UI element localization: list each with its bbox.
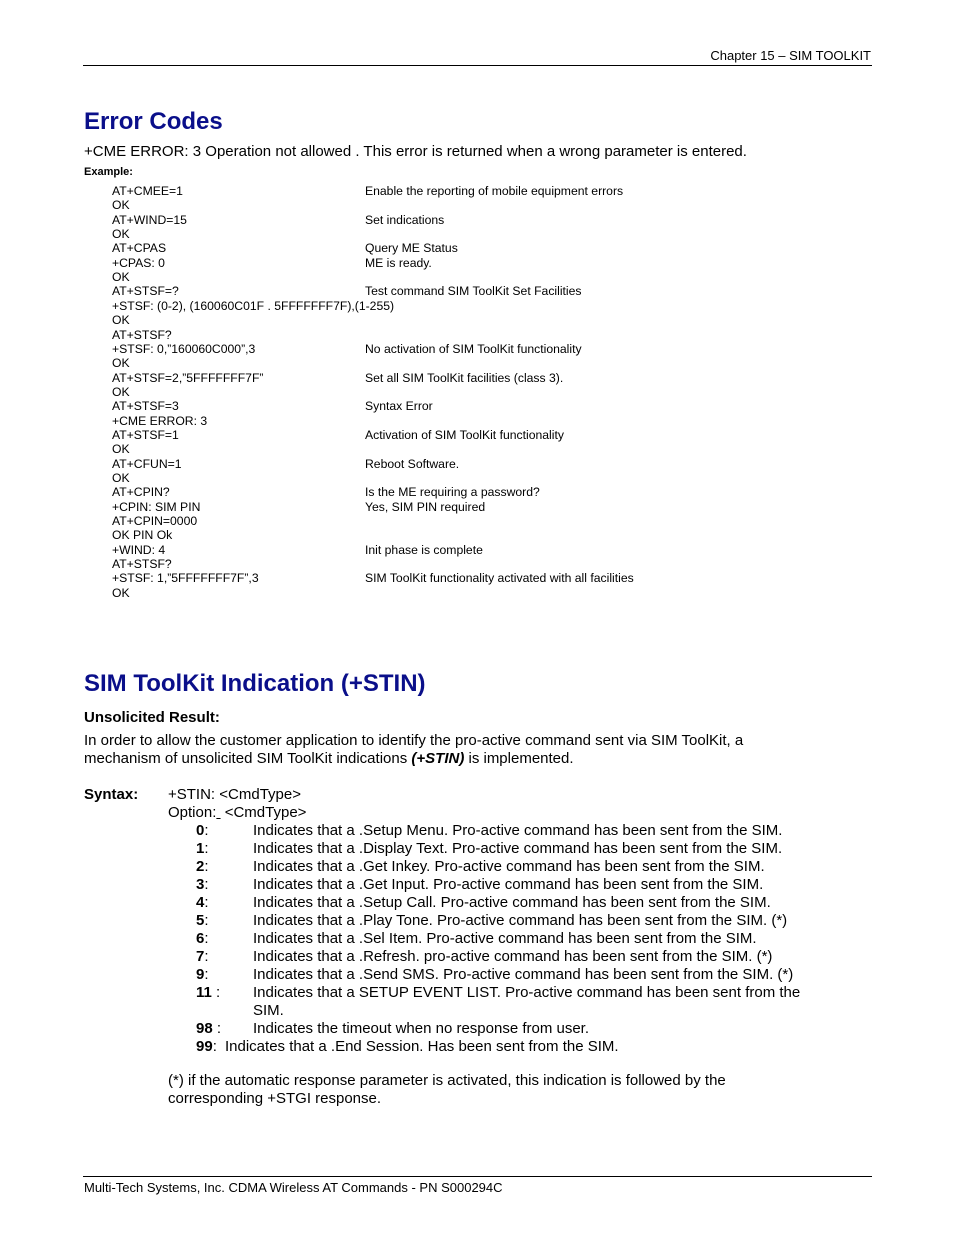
example-label: Example: xyxy=(84,166,133,178)
example-command: OK xyxy=(112,585,130,600)
example-description: Reboot Software. xyxy=(365,456,460,471)
example-command: OK xyxy=(112,270,130,285)
example-row xyxy=(0,586,954,600)
example-description: No activation of SIM ToolKit functionality xyxy=(365,341,582,356)
option-code-separator: : xyxy=(211,984,221,1001)
example-description: Activation of SIM ToolKit functionality xyxy=(365,427,564,442)
example-command: +CPAS: 0 xyxy=(112,255,165,270)
option-description: Indicates that a .Sel Item. Pro-active command has been sent from the SIM. xyxy=(253,930,757,947)
option-code-separator: : xyxy=(204,930,209,947)
example-description: Is the ME requiring a password? xyxy=(365,485,540,500)
example-row xyxy=(0,399,954,413)
stin-intro-end: is implemented. xyxy=(464,750,574,767)
example-row xyxy=(0,241,954,255)
example-description: ME is ready. xyxy=(365,255,432,270)
option-code xyxy=(196,822,209,840)
example-command: AT+STSF? xyxy=(112,327,172,342)
option-code-number: 3 xyxy=(196,876,205,893)
automatic-response-note: (*) if the automatic response parameter is activated, this indication is followed by the corresponding +STGI response. xyxy=(168,1072,726,1107)
option-code-separator: : xyxy=(212,1038,217,1055)
example-description: Set indications xyxy=(365,212,445,227)
option-description: Indicates that a .Refresh. pro-active command has been sent from the SIM. (*) xyxy=(253,948,773,965)
option-code xyxy=(196,876,209,894)
example-command: AT+CMEE=1 xyxy=(112,184,183,198)
example-command: OK xyxy=(112,442,130,457)
option-code xyxy=(196,966,209,984)
footer-rule xyxy=(83,1176,872,1177)
stin-intro-emphasis: (+STIN) xyxy=(411,750,465,767)
example-row xyxy=(0,543,954,557)
example-row xyxy=(0,428,954,442)
example-row xyxy=(0,385,954,399)
example-command: AT+CPIN? xyxy=(112,485,170,500)
syntax-label: Syntax: xyxy=(84,786,139,803)
option-description: Indicates that a .Send SMS. Pro-active command has been sent from the SIM. (*) xyxy=(253,966,794,983)
option-description: Indicates that a .Display Text. Pro-active command has been sent from the SIM. xyxy=(253,840,783,857)
example-command: OK xyxy=(112,384,130,399)
example-row xyxy=(0,471,954,485)
option-code-separator: : xyxy=(204,894,209,911)
example-row xyxy=(0,457,954,471)
example-command: +STSF: (0-2), (160060C01F . 5FFFFFFF7F),(1-255) xyxy=(112,298,395,313)
syntax-line: +STIN: <CmdType> xyxy=(168,786,301,803)
error-codes-heading: Error Codes xyxy=(84,108,223,135)
option-description: Indicates that a .End Session. Has been sent from the SIM. xyxy=(225,1038,619,1055)
example-command: OK xyxy=(112,313,130,328)
example-command: +WIND: 4 xyxy=(112,542,166,557)
example-row xyxy=(0,328,954,342)
example-command: AT+STSF=2,”5FFFFFFF7F” xyxy=(112,370,264,385)
option-code-number: 6 xyxy=(196,930,205,947)
option-code-separator: : xyxy=(204,966,209,983)
option-prefix: Option: xyxy=(168,804,217,821)
option-description: Indicates that a .Get Inkey. Pro-active command has been sent from the SIM. xyxy=(253,858,765,875)
example-row xyxy=(0,342,954,356)
example-command: OK xyxy=(112,227,130,242)
option-code-number: 5 xyxy=(196,912,205,929)
example-command: AT+WIND=15 xyxy=(112,212,187,227)
option-code xyxy=(196,930,209,948)
example-command: OK xyxy=(112,198,130,213)
option-description: Indicates the timeout when no response from user. xyxy=(253,1020,590,1037)
running-header: Chapter 15 – SIM TOOLKIT xyxy=(710,48,871,63)
example-command: AT+CPAS xyxy=(112,241,167,256)
option-code-separator: : xyxy=(204,912,209,929)
option-code-number: 0 xyxy=(196,822,205,839)
option-code xyxy=(196,858,209,876)
option-description: Indicates that a .Play Tone. Pro-active command has been sent from the SIM. (*) xyxy=(253,912,788,929)
example-row xyxy=(0,557,954,571)
example-row xyxy=(0,256,954,270)
example-row xyxy=(0,184,954,198)
option-code xyxy=(196,894,209,912)
example-row xyxy=(0,528,954,542)
example-row xyxy=(0,284,954,298)
example-row xyxy=(0,571,954,585)
option-code-separator: : xyxy=(204,840,209,857)
option-line xyxy=(168,804,306,822)
option-suffix: <CmdType> xyxy=(220,804,307,821)
example-row xyxy=(0,356,954,370)
example-row xyxy=(0,227,954,241)
page-footer: Multi-Tech Systems, Inc. CDMA Wireless AT Commands - PN S000294C xyxy=(84,1180,503,1195)
option-code-separator: : xyxy=(204,858,209,875)
example-command: OK xyxy=(112,356,130,371)
example-row xyxy=(0,198,954,212)
option-code-number: 7 xyxy=(196,948,205,965)
option-code-number: 98 xyxy=(196,1020,213,1037)
option-description: Indicates that a .Setup Menu. Pro-active command has been sent from the SIM. xyxy=(253,822,783,839)
example-row xyxy=(0,299,954,313)
example-command: AT+CPIN=0000 xyxy=(112,514,198,529)
example-command: AT+STSF? xyxy=(112,557,172,572)
option-code xyxy=(196,1038,217,1056)
stin-intro xyxy=(84,732,804,768)
option-code-separator: : xyxy=(212,1020,222,1037)
option-description: Indicates that a SETUP EVENT LIST. Pro-active command has been sent from the SIM. xyxy=(253,984,801,1019)
example-row xyxy=(0,371,954,385)
option-code xyxy=(196,840,209,858)
option-code xyxy=(196,948,209,966)
option-code-number: 99 xyxy=(196,1038,213,1055)
option-code-number: 9 xyxy=(196,966,205,983)
stin-intro-text: In order to allow the customer application to identify the pro-active command sent via SIM ToolKit, a mechanism of unsolicited SIM ToolKit indications xyxy=(84,732,744,767)
example-row xyxy=(0,213,954,227)
option-code-number: 11 xyxy=(196,984,212,1001)
example-command: AT+STSF=1 xyxy=(112,427,179,442)
example-command: +STSF: 1,”5FFFFFFF7F”,3 xyxy=(112,571,259,586)
example-row xyxy=(0,414,954,428)
example-row xyxy=(0,514,954,528)
option-code xyxy=(196,984,220,1002)
option-code-number: 1 xyxy=(196,840,205,857)
option-code xyxy=(196,912,209,930)
example-command: +CPIN: SIM PIN xyxy=(112,499,201,514)
example-row xyxy=(0,485,954,499)
example-description: Enable the reporting of mobile equipment errors xyxy=(365,184,624,198)
example-description: Test command SIM ToolKit Set Facilities xyxy=(365,284,582,299)
option-code-number: 2 xyxy=(196,858,205,875)
example-row xyxy=(0,500,954,514)
option-description: Indicates that a .Get Input. Pro-active command has been sent from the SIM. xyxy=(253,876,764,893)
example-command: AT+STSF=3 xyxy=(112,399,179,414)
example-row xyxy=(0,442,954,456)
header-rule xyxy=(83,65,872,66)
option-code-separator: : xyxy=(204,948,209,965)
example-row xyxy=(0,270,954,284)
example-description: Query ME Status xyxy=(365,241,458,256)
example-command: AT+CFUN=1 xyxy=(112,456,182,471)
error-codes-intro: +CME ERROR: 3 Operation not allowed . This error is returned when a wrong parameter is entered. xyxy=(84,143,747,160)
example-command: +STSF: 0,”160060C000”,3 xyxy=(112,341,256,356)
example-description: SIM ToolKit functionality activated with all facilities xyxy=(365,571,634,586)
option-description: Indicates that a .Setup Call. Pro-active command has been sent from the SIM. xyxy=(253,894,771,911)
example-command: OK PIN Ok xyxy=(112,528,173,543)
stin-heading: SIM ToolKit Indication (+STIN) xyxy=(84,670,426,697)
example-command: OK xyxy=(112,471,130,485)
example-description: Syntax Error xyxy=(365,399,433,414)
example-command: +CME ERROR: 3 xyxy=(112,413,208,428)
option-code xyxy=(196,1020,221,1038)
unsolicited-result-label: Unsolicited Result: xyxy=(84,709,220,726)
example-description: Init phase is complete xyxy=(365,542,483,557)
option-code-number: 4 xyxy=(196,894,205,911)
example-command: AT+STSF=? xyxy=(112,284,179,299)
example-row xyxy=(0,313,954,327)
option-code-separator: : xyxy=(204,876,209,893)
example-description: Yes, SIM PIN required xyxy=(365,499,486,514)
option-code-separator: : xyxy=(204,822,209,839)
example-description: Set all SIM ToolKit facilities (class 3). xyxy=(365,370,564,385)
